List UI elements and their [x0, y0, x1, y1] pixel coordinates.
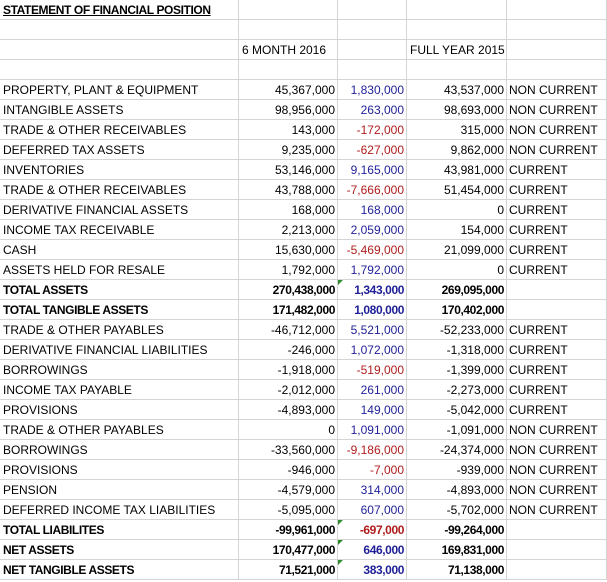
value-6-month-2016[interactable]: 98,956,000 — [239, 100, 338, 120]
row-label[interactable]: DERIVATIVE FINANCIAL LIABILITIES — [0, 340, 239, 360]
value-full-year-2015[interactable]: -939,000 — [407, 460, 507, 480]
value-change[interactable]: 168,000 — [338, 200, 407, 220]
value-change[interactable] — [338, 560, 407, 580]
value-full-year-2015[interactable]: 315,000 — [407, 120, 507, 140]
table-row — [0, 220, 607, 240]
value-full-year-2015[interactable]: 9,862,000 — [407, 140, 507, 160]
value-change[interactable]: 314,000 — [338, 480, 407, 500]
value-full-year-2015[interactable]: -24,374,000 — [407, 440, 507, 460]
table-row — [0, 540, 607, 560]
value-full-year-2015[interactable]: -4,893,000 — [407, 480, 507, 500]
value-6-month-2016[interactable]: 2,213,000 — [239, 220, 338, 240]
value-6-month-2016[interactable]: 143,000 — [239, 120, 338, 140]
value-classification[interactable]: CURRENT — [507, 340, 607, 360]
row-label[interactable]: TOTAL LIABILITES — [0, 520, 239, 540]
value-full-year-2015[interactable]: 43,537,000 — [407, 80, 507, 100]
row-label[interactable]: TOTAL TANGIBLE ASSETS — [0, 300, 239, 320]
value-full-year-2015[interactable]: -2,273,000 — [407, 380, 507, 400]
row-label[interactable]: DEFERRED TAX ASSETS — [0, 140, 239, 160]
value-classification[interactable] — [507, 280, 607, 300]
value-6-month-2016[interactable]: -46,712,000 — [239, 320, 338, 340]
value-classification[interactable]: CURRENT — [507, 380, 607, 400]
row-label[interactable]: TOTAL ASSETS — [0, 280, 239, 300]
empty-cell[interactable] — [507, 20, 607, 40]
value-classification[interactable]: CURRENT — [507, 360, 607, 380]
empty-cell[interactable] — [338, 0, 407, 20]
value-6-month-2016[interactable]: -2,012,000 — [239, 380, 338, 400]
value-classification[interactable]: CURRENT — [507, 320, 607, 340]
change-text: 1,343,000 — [354, 283, 404, 297]
empty-cell[interactable] — [407, 60, 507, 80]
value-classification[interactable]: CURRENT — [507, 240, 607, 260]
row-label[interactable]: TRADE & OTHER RECEIVABLES — [0, 120, 239, 140]
header-change[interactable] — [338, 40, 407, 60]
value-classification[interactable]: CURRENT — [507, 400, 607, 420]
row-label[interactable]: PROVISIONS — [0, 400, 239, 420]
table-row — [0, 380, 607, 400]
value-change[interactable]: 1,072,000 — [338, 340, 407, 360]
value-change[interactable]: 607,000 — [338, 500, 407, 520]
value-6-month-2016[interactable]: -4,579,000 — [239, 480, 338, 500]
value-6-month-2016[interactable]: 170,477,000 — [239, 540, 338, 560]
empty-cell[interactable] — [239, 20, 338, 40]
value-classification[interactable]: NON CURRENT — [507, 440, 607, 460]
empty-cell[interactable] — [507, 60, 607, 80]
change-text: 646,000 — [363, 543, 404, 557]
value-change[interactable]: -5,469,000 — [338, 240, 407, 260]
row-label[interactable]: INCOME TAX PAYABLE — [0, 380, 239, 400]
value-full-year-2015[interactable]: -99,264,000 — [407, 520, 507, 540]
title-row — [0, 0, 607, 20]
row-label[interactable]: TRADE & OTHER PAYABLES — [0, 420, 239, 440]
table-row — [0, 480, 607, 500]
header-classification[interactable] — [507, 40, 607, 60]
row-label[interactable]: ASSETS HELD FOR RESALE — [0, 260, 239, 280]
value-6-month-2016[interactable]: -33,560,000 — [239, 440, 338, 460]
header-6-month-2016[interactable]: 6 MONTH 2016 — [239, 40, 338, 60]
value-full-year-2015[interactable]: 51,454,000 — [407, 180, 507, 200]
value-6-month-2016[interactable]: -5,095,000 — [239, 500, 338, 520]
value-change[interactable]: 1,080,000 — [338, 300, 407, 320]
table-row — [0, 140, 607, 160]
value-6-month-2016[interactable]: 171,482,000 — [239, 300, 338, 320]
value-full-year-2015[interactable]: 21,099,000 — [407, 240, 507, 260]
value-classification[interactable] — [507, 560, 607, 580]
value-classification[interactable]: NON CURRENT — [507, 500, 607, 520]
row-label[interactable]: PENSION — [0, 480, 239, 500]
value-classification[interactable] — [507, 300, 607, 320]
value-6-month-2016[interactable]: 15,630,000 — [239, 240, 338, 260]
row-label[interactable]: BORROWINGS — [0, 360, 239, 380]
value-classification[interactable]: NON CURRENT — [507, 100, 607, 120]
row-label[interactable]: DERIVATIVE FINANCIAL ASSETS — [0, 200, 239, 220]
value-change[interactable]: 263,000 — [338, 100, 407, 120]
value-classification[interactable]: CURRENT — [507, 220, 607, 240]
value-change[interactable]: 261,000 — [338, 380, 407, 400]
value-classification[interactable]: CURRENT — [507, 160, 607, 180]
row-label[interactable]: INCOME TAX RECEIVABLE — [0, 220, 239, 240]
value-6-month-2016[interactable]: -99,961,000 — [239, 520, 338, 540]
value-change[interactable]: -9,186,000 — [338, 440, 407, 460]
table-row — [0, 300, 607, 320]
value-full-year-2015[interactable]: -5,702,000 — [407, 500, 507, 520]
value-full-year-2015[interactable]: 269,095,000 — [407, 280, 507, 300]
value-6-month-2016[interactable]: 270,438,000 — [239, 280, 338, 300]
cell-note-marker-icon — [338, 280, 343, 285]
cell-note-marker-icon — [338, 540, 343, 545]
value-change[interactable] — [338, 520, 407, 540]
value-6-month-2016[interactable]: 0 — [239, 420, 338, 440]
value-6-month-2016[interactable]: 43,788,000 — [239, 180, 338, 200]
value-6-month-2016[interactable]: -246,000 — [239, 340, 338, 360]
value-full-year-2015[interactable]: 0 — [407, 260, 507, 280]
value-6-month-2016[interactable]: -4,893,000 — [239, 400, 338, 420]
value-change[interactable]: -519,000 — [338, 360, 407, 380]
value-full-year-2015[interactable]: -1,091,000 — [407, 420, 507, 440]
table-row — [0, 500, 607, 520]
table-row — [0, 100, 607, 120]
value-change[interactable]: 1,792,000 — [338, 260, 407, 280]
value-full-year-2015[interactable]: 71,138,000 — [407, 560, 507, 580]
value-6-month-2016[interactable]: 1,792,000 — [239, 260, 338, 280]
value-full-year-2015[interactable]: 0 — [407, 200, 507, 220]
table-row — [0, 160, 607, 180]
value-full-year-2015[interactable]: 170,402,000 — [407, 300, 507, 320]
value-full-year-2015[interactable]: 154,000 — [407, 220, 507, 240]
table-row — [0, 240, 607, 260]
sheet-title[interactable]: STATEMENT OF FINANCIAL POSITION — [0, 0, 239, 20]
row-label[interactable]: TRADE & OTHER RECEIVABLES — [0, 180, 239, 200]
row-label[interactable]: PROPERTY, PLANT & EQUIPMENT — [0, 80, 239, 100]
value-6-month-2016[interactable]: 9,235,000 — [239, 140, 338, 160]
table-row — [0, 200, 607, 220]
value-6-month-2016[interactable]: -1,918,000 — [239, 360, 338, 380]
value-change[interactable] — [338, 540, 407, 560]
row-label[interactable]: DEFERRED INCOME TAX LIABILITIES — [0, 500, 239, 520]
empty-cell[interactable] — [239, 0, 338, 20]
row-label[interactable]: NET TANGIBLE ASSETS — [0, 560, 239, 580]
row-label[interactable]: BORROWINGS — [0, 440, 239, 460]
value-classification[interactable]: NON CURRENT — [507, 480, 607, 500]
row-label[interactable]: CASH — [0, 240, 239, 260]
value-full-year-2015[interactable]: -1,318,000 — [407, 340, 507, 360]
value-classification[interactable]: CURRENT — [507, 260, 607, 280]
empty-cell[interactable] — [507, 0, 607, 20]
table-row — [0, 80, 607, 100]
value-classification[interactable]: CURRENT — [507, 180, 607, 200]
value-classification[interactable]: NON CURRENT — [507, 420, 607, 440]
value-full-year-2015[interactable]: -5,042,000 — [407, 400, 507, 420]
empty-cell[interactable] — [0, 40, 239, 60]
change-text: 383,000 — [363, 563, 404, 577]
table-row — [0, 320, 607, 340]
table-row — [0, 420, 607, 440]
table-row — [0, 560, 607, 580]
value-full-year-2015[interactable]: -1,399,000 — [407, 360, 507, 380]
empty-cell[interactable] — [0, 60, 239, 80]
header-full-year-2015[interactable]: FULL YEAR 2015 — [407, 40, 507, 60]
table-row — [0, 280, 607, 300]
value-change[interactable]: 2,059,000 — [338, 220, 407, 240]
row-label[interactable]: INVENTORIES — [0, 160, 239, 180]
value-6-month-2016[interactable]: 53,146,000 — [239, 160, 338, 180]
cell-note-marker-icon — [338, 520, 343, 525]
table-row — [0, 340, 607, 360]
value-change[interactable]: 5,521,000 — [338, 320, 407, 340]
value-6-month-2016[interactable]: 45,367,000 — [239, 80, 338, 100]
value-change[interactable]: 149,000 — [338, 400, 407, 420]
row-label[interactable]: PROVISIONS — [0, 460, 239, 480]
value-change[interactable]: -627,000 — [338, 140, 407, 160]
value-full-year-2015[interactable]: 169,831,000 — [407, 540, 507, 560]
cell-note-marker-icon — [338, 560, 343, 565]
value-full-year-2015[interactable]: -52,233,000 — [407, 320, 507, 340]
table-row — [0, 180, 607, 200]
empty-cell[interactable] — [338, 20, 407, 40]
table-row — [0, 520, 607, 540]
value-change[interactable]: 1,091,000 — [338, 420, 407, 440]
value-classification[interactable] — [507, 520, 607, 540]
value-full-year-2015[interactable]: 98,693,000 — [407, 100, 507, 120]
empty-cell[interactable] — [407, 0, 507, 20]
value-full-year-2015[interactable]: 43,981,000 — [407, 160, 507, 180]
row-label[interactable]: NET ASSETS — [0, 540, 239, 560]
value-change[interactable] — [338, 280, 407, 300]
empty-cell[interactable] — [338, 60, 407, 80]
value-classification[interactable]: NON CURRENT — [507, 120, 607, 140]
value-change[interactable]: 1,830,000 — [338, 80, 407, 100]
value-classification[interactable]: NON CURRENT — [507, 460, 607, 480]
value-classification[interactable] — [507, 540, 607, 560]
change-text: -697,000 — [359, 523, 404, 537]
value-6-month-2016[interactable]: 168,000 — [239, 200, 338, 220]
table-row — [0, 260, 607, 280]
value-change[interactable]: 9,165,000 — [338, 160, 407, 180]
value-classification[interactable]: NON CURRENT — [507, 80, 607, 100]
column-header-row — [0, 40, 607, 60]
row-label[interactable]: TRADE & OTHER PAYABLES — [0, 320, 239, 340]
table-row — [0, 460, 607, 480]
blank-row — [0, 60, 607, 80]
value-6-month-2016[interactable]: -946,000 — [239, 460, 338, 480]
value-classification[interactable]: CURRENT — [507, 200, 607, 220]
table-row — [0, 120, 607, 140]
table-row — [0, 440, 607, 460]
table-row — [0, 360, 607, 380]
table-row — [0, 400, 607, 420]
value-6-month-2016[interactable]: 71,521,000 — [239, 560, 338, 580]
empty-cell[interactable] — [239, 60, 338, 80]
blank-row — [0, 20, 607, 40]
empty-cell[interactable] — [407, 20, 507, 40]
value-change[interactable]: -7,666,000 — [338, 180, 407, 200]
empty-cell[interactable] — [0, 20, 239, 40]
value-change[interactable]: -172,000 — [338, 120, 407, 140]
value-change[interactable]: -7,000 — [338, 460, 407, 480]
row-label[interactable]: INTANGIBLE ASSETS — [0, 100, 239, 120]
value-classification[interactable]: NON CURRENT — [507, 140, 607, 160]
